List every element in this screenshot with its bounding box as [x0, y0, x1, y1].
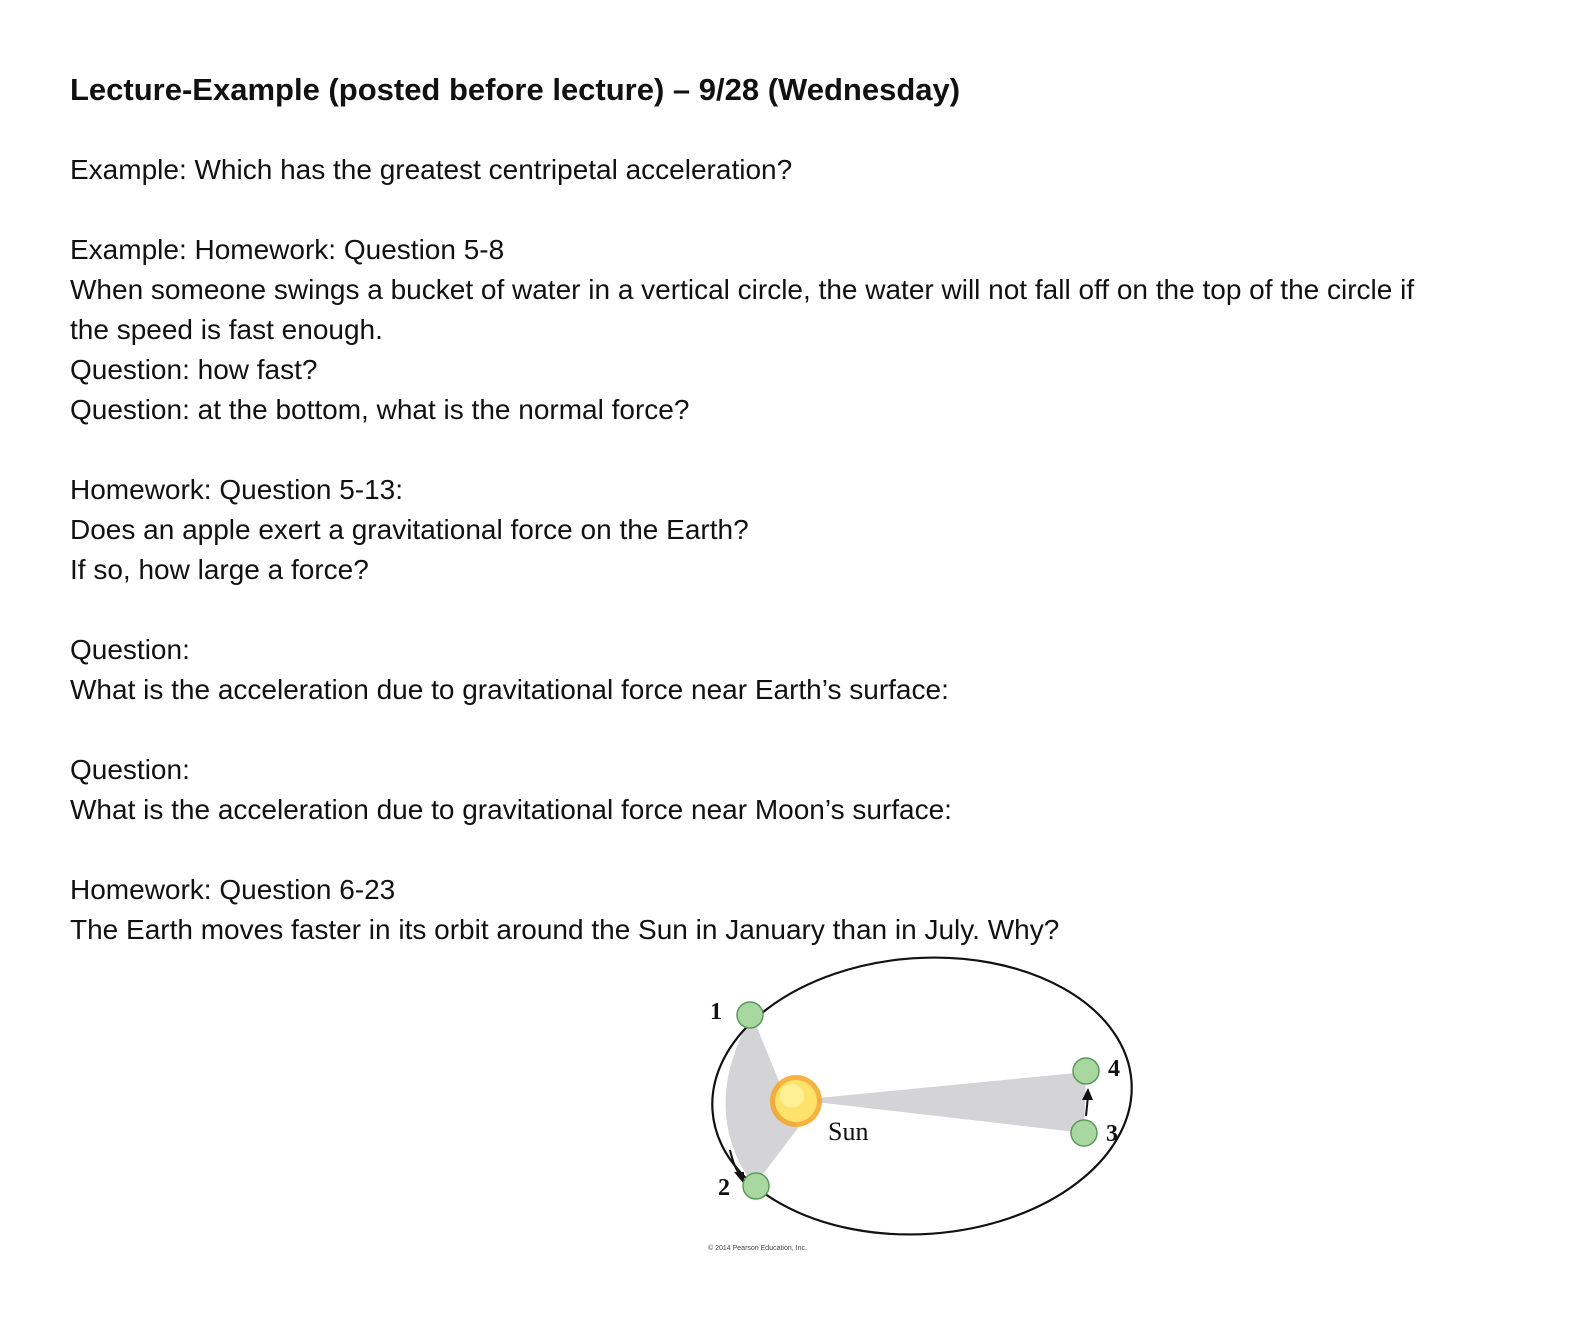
section-line: Question: how fast?: [70, 354, 318, 385]
sun-icon: [770, 1075, 822, 1127]
section-line: Question: at the bottom, what is the normal force?: [70, 394, 690, 425]
section-heading: Example: Homework: Question 5-8: [70, 234, 505, 265]
section-moon-gravity: [70, 750, 1510, 830]
section-line: What is the acceleration due to gravitational force near Earth’s surface:: [70, 674, 949, 705]
section-heading: Homework: Question 6-23: [70, 874, 396, 905]
label-position-1: 1: [710, 999, 722, 1025]
section-line: When someone swings a bucket of water in a vertical circle, the water will not fall off on the top of the circle if the speed is fast enough.: [70, 274, 1415, 345]
section-line: If so, how large a force?: [70, 554, 369, 585]
label-position-2: 2: [718, 1175, 730, 1201]
planet-position-1: [737, 1002, 763, 1028]
section-apple: [70, 470, 1510, 590]
section-orbit: [70, 870, 1510, 950]
arrow-head-2: [734, 1172, 744, 1184]
label-position-4: 4: [1108, 1056, 1120, 1082]
page-title: Lecture-Example (posted before lecture) – 9/28 (Wednesday): [70, 72, 961, 107]
section-heading: Question:: [70, 634, 190, 665]
label-position-3: 3: [1106, 1121, 1118, 1147]
kepler-orbit-figure: [690, 950, 1160, 1270]
planet-position-2: [743, 1173, 769, 1199]
section-line: Does an apple exert a gravitational force on the Earth?: [70, 514, 749, 545]
section-line: Example: Which has the greatest centripetal acceleration?: [70, 154, 793, 185]
section-earth-gravity: [70, 630, 1510, 710]
sun-label: Sun: [828, 1117, 869, 1146]
section-centripetal: [70, 150, 1510, 190]
section-heading: Homework: Question 5-13:: [70, 474, 404, 505]
orbit-diagram: [690, 950, 1160, 1270]
planet-position-4: [1073, 1058, 1099, 1084]
planet-position-3: [1071, 1120, 1097, 1146]
section-heading: Question:: [70, 754, 190, 785]
section-line: The Earth moves faster in its orbit around the Sun in January than in July. Why?: [70, 914, 1060, 945]
document-page: [70, 70, 1510, 950]
copyright-notice: © 2014 Pearson Education, Inc.: [708, 1245, 807, 1252]
section-bucket: [70, 230, 1510, 430]
section-line: What is the acceleration due to gravitational force near Moon’s surface:: [70, 794, 952, 825]
